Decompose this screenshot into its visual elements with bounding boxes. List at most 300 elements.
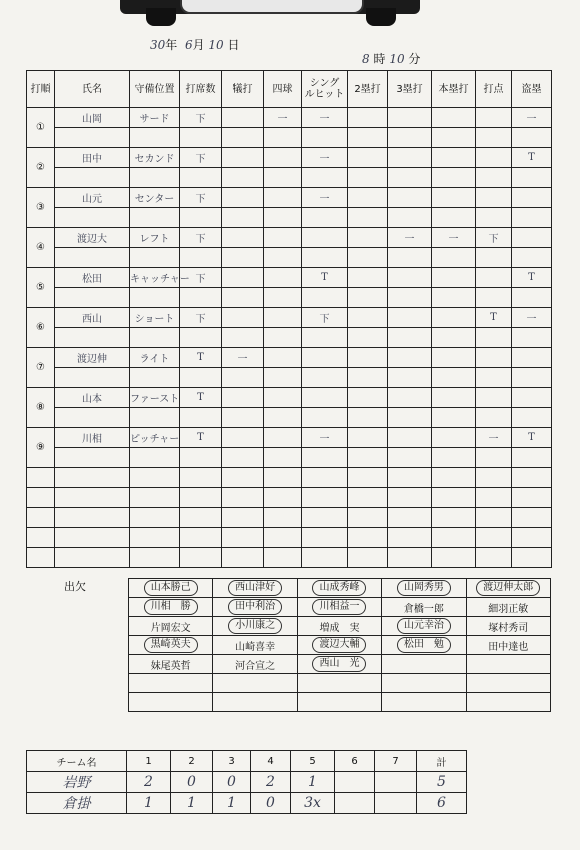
empty-cell [55, 288, 130, 308]
empty-cell [476, 288, 512, 308]
game-time [362, 50, 420, 67]
player-name: 渡辺伸 [55, 348, 130, 368]
stat-sb: T [512, 148, 552, 168]
empty-cell [55, 408, 130, 428]
empty-cell [130, 448, 180, 468]
attendance-cell [129, 617, 213, 636]
batting-order: ⑥ [27, 308, 55, 348]
empty-cell [388, 448, 432, 468]
empty-cell [512, 528, 552, 548]
empty-cell [348, 208, 388, 228]
attendee-name: 松田 勉 [397, 637, 451, 653]
stat-sac [222, 148, 264, 168]
empty-cell [476, 488, 512, 508]
empty-cell [222, 368, 264, 388]
empty-cell [348, 448, 388, 468]
inning-score [335, 793, 375, 814]
empty-cell [348, 528, 388, 548]
empty-cell [264, 128, 302, 148]
empty-cell [222, 468, 264, 488]
empty-cell [348, 328, 388, 348]
stat-bb [264, 228, 302, 248]
empty-cell [382, 674, 466, 693]
score-col-header: シング ルヒット [302, 71, 348, 108]
empty-cell [222, 528, 264, 548]
empty-cell [432, 288, 476, 308]
stat-pa: T [180, 388, 222, 408]
empty-cell [432, 508, 476, 528]
empty-cell [348, 508, 388, 528]
team-name: 倉掛 [27, 793, 127, 814]
empty-cell [130, 328, 180, 348]
stat-sb: 一 [512, 108, 552, 128]
player-row [27, 268, 552, 288]
empty-cell [130, 408, 180, 428]
player-subrow [27, 328, 552, 348]
empty-cell [297, 674, 381, 693]
empty-cell [180, 288, 222, 308]
empty-cell [222, 488, 264, 508]
score-header-row [27, 71, 552, 108]
stat-rbi: 下 [476, 228, 512, 248]
stat-rbi: T [476, 308, 512, 328]
attendance-label: 出欠 [64, 580, 86, 593]
stat-bb [264, 308, 302, 328]
batting-order: ③ [27, 188, 55, 228]
team-col-header: 4 [251, 751, 291, 772]
stat-triple [388, 268, 432, 288]
score-col-header: 打席数 [180, 71, 222, 108]
score-col-header: 本塁打 [432, 71, 476, 108]
stat-double [348, 428, 388, 448]
empty-cell [27, 488, 55, 508]
attendance-empty-row [129, 693, 551, 712]
empty-row [27, 528, 552, 548]
attendee-name: 田中利治 [228, 599, 282, 615]
stat-sac [222, 308, 264, 328]
empty-cell [264, 368, 302, 388]
stat-double [348, 388, 388, 408]
empty-cell [476, 128, 512, 148]
empty-cell [432, 368, 476, 388]
time-hour-unit: 時 [373, 52, 386, 66]
stat-bb [264, 388, 302, 408]
empty-cell [512, 328, 552, 348]
team-row [27, 772, 467, 793]
stat-sac [222, 388, 264, 408]
empty-cell [130, 488, 180, 508]
player-position: レフト [130, 228, 180, 248]
empty-cell [130, 468, 180, 488]
player-subrow [27, 128, 552, 148]
stat-triple: 一 [388, 228, 432, 248]
time-minute: 10 [389, 52, 405, 66]
attendee-name: 細羽正敏 [488, 603, 529, 615]
score-body [27, 108, 552, 568]
empty-cell [388, 368, 432, 388]
empty-cell [432, 208, 476, 228]
empty-cell [180, 508, 222, 528]
stat-rbi [476, 148, 512, 168]
team-header-row [27, 751, 467, 772]
attendance-cell [297, 579, 381, 598]
inning-score: 3x [291, 793, 335, 814]
empty-row [27, 468, 552, 488]
player-row [27, 348, 552, 368]
batting-order: ④ [27, 228, 55, 268]
inning-score: 1 [127, 793, 171, 814]
attendee-name: 渡辺大輔 [312, 637, 366, 653]
attendee-name: 渡辺伸太郎 [476, 580, 540, 596]
empty-cell [388, 528, 432, 548]
game-date [150, 36, 240, 53]
player-row [27, 428, 552, 448]
empty-cell [180, 128, 222, 148]
stat-rbi [476, 388, 512, 408]
attendance-cell [382, 636, 466, 655]
date-year-unit: 年 [165, 38, 178, 52]
stat-rbi [476, 348, 512, 368]
empty-cell [512, 288, 552, 308]
player-position: センター [130, 188, 180, 208]
player-position: サード [130, 108, 180, 128]
team-row [27, 793, 467, 814]
stat-single [302, 348, 348, 368]
empty-cell [130, 288, 180, 308]
empty-cell [388, 508, 432, 528]
player-subrow [27, 288, 552, 308]
inning-score: 2 [127, 772, 171, 793]
empty-cell [130, 208, 180, 228]
empty-cell [55, 368, 130, 388]
score-col-header: 打点 [476, 71, 512, 108]
empty-cell [302, 208, 348, 228]
stat-hr: 一 [432, 228, 476, 248]
empty-cell [130, 548, 180, 568]
empty-cell [222, 208, 264, 228]
attendee-name: 倉橋一郎 [403, 603, 444, 615]
score-col-header: 四球 [264, 71, 302, 108]
empty-cell [388, 548, 432, 568]
player-row [27, 148, 552, 168]
batting-order: ① [27, 108, 55, 148]
inning-score [375, 793, 417, 814]
empty-cell [512, 468, 552, 488]
empty-cell [55, 488, 130, 508]
player-name: 西山 [55, 308, 130, 328]
empty-cell [130, 368, 180, 388]
stat-sac [222, 188, 264, 208]
empty-cell [55, 548, 130, 568]
attendance-cell [297, 617, 381, 636]
empty-cell [512, 408, 552, 428]
empty-cell [432, 548, 476, 568]
player-subrow [27, 208, 552, 228]
attendance-cell [129, 598, 213, 617]
date-day: 10 [208, 38, 224, 52]
stat-sb [512, 348, 552, 368]
player-name: 渡辺大 [55, 228, 130, 248]
empty-cell [27, 508, 55, 528]
attendee-name: 西山津好 [228, 580, 282, 596]
stat-pa: 下 [180, 228, 222, 248]
empty-cell [222, 548, 264, 568]
empty-cell [432, 128, 476, 148]
player-subrow [27, 168, 552, 188]
player-name: 田中 [55, 148, 130, 168]
empty-cell [302, 448, 348, 468]
score-col-header: 盗塁 [512, 71, 552, 108]
batting-order: ⑤ [27, 268, 55, 308]
score-col-header: 犠打 [222, 71, 264, 108]
empty-cell [27, 528, 55, 548]
attendee-name: 増成 実 [319, 622, 360, 634]
stat-sb: 一 [512, 308, 552, 328]
empty-cell [55, 168, 130, 188]
team-col-header: 計 [417, 751, 467, 772]
empty-cell [476, 448, 512, 468]
empty-cell [512, 508, 552, 528]
player-name: 松田 [55, 268, 130, 288]
score-col-header: 2塁打 [348, 71, 388, 108]
empty-cell [302, 408, 348, 428]
stat-pa: 下 [180, 108, 222, 128]
batting-order: ⑧ [27, 388, 55, 428]
attendee-name: 山本勝己 [144, 580, 198, 596]
stat-rbi [476, 268, 512, 288]
player-position: キャッチャー [130, 268, 180, 288]
empty-cell [432, 448, 476, 468]
stat-hr [432, 188, 476, 208]
stat-triple [388, 428, 432, 448]
stat-double [348, 268, 388, 288]
stat-pa: 下 [180, 188, 222, 208]
player-name: 山岡 [55, 108, 130, 128]
player-name: 川相 [55, 428, 130, 448]
team-col-header: 3 [213, 751, 251, 772]
attendance-cell [466, 598, 550, 617]
empty-cell [180, 168, 222, 188]
player-subrow [27, 408, 552, 428]
attendance-cell [466, 636, 550, 655]
attendee-name: 川相 勝 [144, 599, 198, 615]
empty-cell [222, 248, 264, 268]
stat-single: 一 [302, 148, 348, 168]
time-hour: 8 [362, 52, 370, 66]
stat-hr [432, 308, 476, 328]
empty-cell [476, 368, 512, 388]
stat-bb: 一 [264, 108, 302, 128]
stat-pa: 下 [180, 268, 222, 288]
empty-cell [302, 548, 348, 568]
empty-cell [129, 693, 213, 712]
stat-double [348, 228, 388, 248]
inning-score: 1 [213, 793, 251, 814]
stat-bb [264, 188, 302, 208]
empty-cell [264, 168, 302, 188]
empty-cell [432, 528, 476, 548]
empty-cell [222, 128, 264, 148]
attendee-name: 片岡宏文 [150, 622, 191, 634]
empty-cell [388, 328, 432, 348]
empty-cell [348, 248, 388, 268]
stat-hr [432, 268, 476, 288]
attendee-name: 山成秀峰 [312, 580, 366, 596]
empty-cell [348, 368, 388, 388]
stat-triple [388, 348, 432, 368]
attendance-empty-row [129, 674, 551, 693]
empty-cell [55, 528, 130, 548]
empty-cell [432, 488, 476, 508]
attendance-cell [129, 655, 213, 674]
attendance-row [129, 617, 551, 636]
empty-row [27, 508, 552, 528]
empty-cell [222, 168, 264, 188]
attendance-cell [297, 655, 381, 674]
team-score-table [26, 750, 467, 814]
empty-cell [348, 288, 388, 308]
player-name: 山本 [55, 388, 130, 408]
batting-order: ⑦ [27, 348, 55, 388]
empty-cell [180, 328, 222, 348]
player-position: ライト [130, 348, 180, 368]
attendee-name: 小川康之 [228, 618, 282, 634]
empty-cell [512, 128, 552, 148]
clipboard-clip [120, 0, 420, 30]
attendance-cell [213, 598, 297, 617]
attendee-name: 山崎喜幸 [235, 641, 276, 653]
empty-cell [476, 508, 512, 528]
empty-cell [130, 528, 180, 548]
empty-cell [476, 328, 512, 348]
empty-cell [348, 168, 388, 188]
attendance-row [129, 579, 551, 598]
stat-single: 下 [302, 308, 348, 328]
empty-cell [432, 248, 476, 268]
empty-cell [264, 548, 302, 568]
empty-cell [55, 508, 130, 528]
empty-row [27, 548, 552, 568]
empty-cell [264, 448, 302, 468]
empty-cell [264, 248, 302, 268]
team-col-header: チーム名 [27, 751, 127, 772]
empty-cell [432, 468, 476, 488]
empty-cell [55, 128, 130, 148]
empty-cell [27, 468, 55, 488]
batting-order: ⑨ [27, 428, 55, 468]
empty-cell [55, 248, 130, 268]
empty-cell [264, 528, 302, 548]
player-name: 山元 [55, 188, 130, 208]
empty-cell [222, 328, 264, 348]
attendee-name: 塚村秀司 [488, 622, 529, 634]
stat-hr [432, 148, 476, 168]
empty-cell [388, 288, 432, 308]
empty-cell [348, 488, 388, 508]
empty-cell [180, 248, 222, 268]
stat-pa: T [180, 428, 222, 448]
empty-cell [388, 128, 432, 148]
stat-single: 一 [302, 108, 348, 128]
stat-pa: 下 [180, 148, 222, 168]
score-col-header: 3塁打 [388, 71, 432, 108]
stat-single: 一 [302, 428, 348, 448]
attendee-name: 河合宣之 [235, 660, 276, 672]
empty-cell [512, 488, 552, 508]
empty-cell [222, 288, 264, 308]
inning-score [375, 772, 417, 793]
empty-cell [348, 468, 388, 488]
attendance-cell [382, 579, 466, 598]
empty-cell [213, 693, 297, 712]
empty-cell [512, 368, 552, 388]
team-total: 5 [417, 772, 467, 793]
attendee-name: 山元幸治 [397, 618, 451, 634]
stat-hr [432, 348, 476, 368]
stat-bb [264, 428, 302, 448]
attendance-cell [466, 655, 550, 674]
stat-sac: 一 [222, 348, 264, 368]
stat-sb: T [512, 428, 552, 448]
stat-rbi [476, 108, 512, 128]
empty-cell [388, 208, 432, 228]
date-year: 30 [150, 38, 166, 52]
player-position: ピッチャー [130, 428, 180, 448]
empty-cell [55, 208, 130, 228]
stat-triple [388, 108, 432, 128]
player-row [27, 188, 552, 208]
stat-sac [222, 228, 264, 248]
attendee-name: 田中達也 [488, 641, 529, 653]
stat-sb [512, 228, 552, 248]
empty-cell [264, 328, 302, 348]
empty-cell [512, 548, 552, 568]
player-subrow [27, 248, 552, 268]
stat-sb [512, 388, 552, 408]
empty-cell [297, 693, 381, 712]
team-name: 岩野 [27, 772, 127, 793]
empty-cell [432, 408, 476, 428]
empty-cell [302, 288, 348, 308]
empty-cell [302, 248, 348, 268]
player-position: ファースト [130, 388, 180, 408]
empty-cell [130, 248, 180, 268]
attendee-name: 山岡秀男 [397, 580, 451, 596]
attendance-cell [129, 636, 213, 655]
empty-cell [130, 128, 180, 148]
empty-cell [264, 208, 302, 228]
stat-bb [264, 348, 302, 368]
stat-triple [388, 188, 432, 208]
attendance-cell [297, 598, 381, 617]
stat-pa: T [180, 348, 222, 368]
attendance-cell [213, 655, 297, 674]
empty-cell [180, 548, 222, 568]
empty-cell [388, 248, 432, 268]
player-position: ショート [130, 308, 180, 328]
empty-cell [512, 248, 552, 268]
empty-cell [388, 488, 432, 508]
empty-cell [348, 408, 388, 428]
inning-score: 0 [213, 772, 251, 793]
stat-rbi [476, 188, 512, 208]
empty-cell [302, 128, 348, 148]
stat-sac [222, 428, 264, 448]
empty-cell [302, 488, 348, 508]
empty-cell [348, 128, 388, 148]
empty-cell [55, 468, 130, 488]
empty-cell [382, 693, 466, 712]
